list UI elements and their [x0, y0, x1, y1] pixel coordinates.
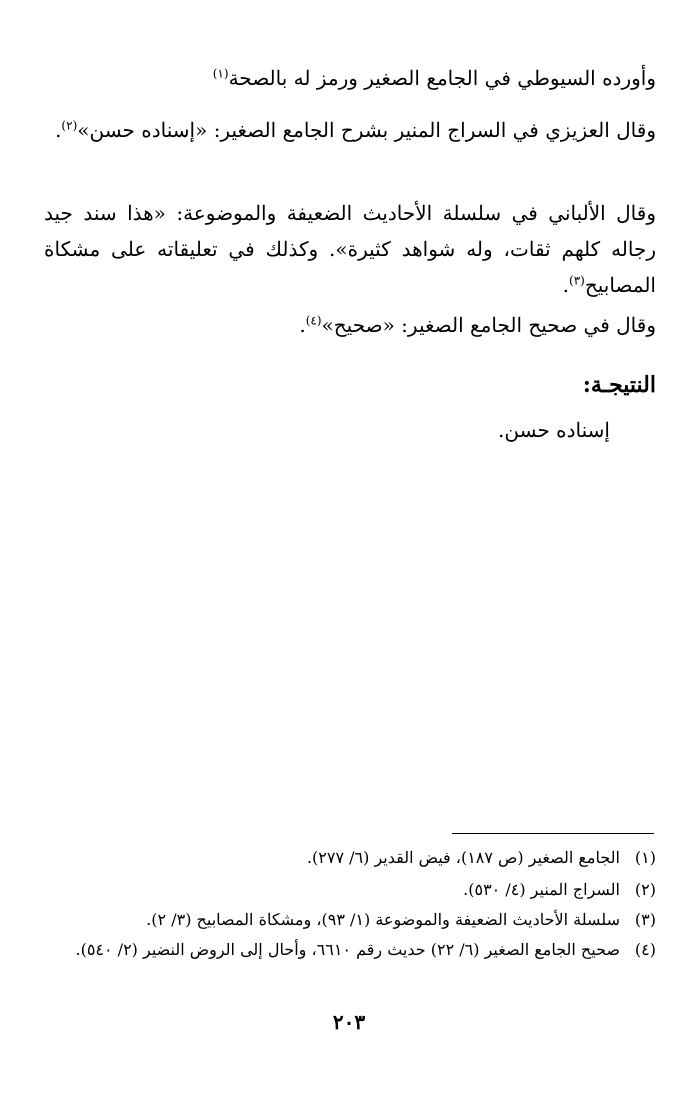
paragraph-text: وقال الألباني في سلسلة الأحاديث الضعيفة والموضوعة: «هذا سند جيد رجاله كلهم ثقات، وله شواهد كثيرة». وكذلك في تعليقاته على مشكاة المصابيح	[44, 201, 656, 297]
footnote-number: (٢)	[634, 880, 656, 899]
result-heading: النتيجـة:	[582, 372, 656, 398]
result-text: إسناده حسن.	[498, 418, 610, 442]
footnote-ref: (٤)	[305, 313, 322, 328]
footnote-4	[44, 934, 656, 966]
footnote-text: السراج المنير (٤/ ٥٣٠).	[463, 880, 620, 899]
paragraph-end: .	[562, 273, 569, 297]
footnote-number: (٣)	[634, 910, 656, 929]
footnote-number: (١)	[634, 848, 656, 867]
page-number: ٢٠٣	[332, 1010, 366, 1034]
footnote-number: (٤)	[634, 940, 656, 959]
footnote-3	[44, 904, 656, 936]
paragraph-azizi	[44, 112, 656, 148]
footnote-1	[44, 842, 656, 874]
footnote-ref: (٢)	[61, 118, 78, 133]
paragraph-albani	[44, 195, 656, 303]
paragraph-end: .	[55, 118, 62, 142]
paragraph-suyuti	[44, 60, 656, 96]
footnote-divider	[452, 833, 654, 834]
paragraph-end: .	[299, 313, 306, 337]
footnote-text: الجامع الصغير (ص ١٨٧)، فيض القدير (٦/ ٢٧٧).	[306, 848, 620, 867]
footnote-ref: (٣)	[569, 273, 585, 288]
paragraph-text: وقال في صحيح الجامع الصغير: «صحيح»	[321, 313, 656, 337]
footnote-text: صحيح الجامع الصغير (٦/ ٢٢) حديث رقم ٦٦١٠، وأحال إلى الروض النضير (٢/ ٥٤٠).	[75, 940, 620, 959]
footnote-ref: (١)	[212, 66, 229, 81]
footnote-text: سلسلة الأحاديث الضعيفة والموضوعة (١/ ٩٣)، ومشكاة المصابيح (٣/ ٢).	[146, 910, 620, 929]
footnote-2	[44, 874, 656, 906]
paragraph-sahih-jami	[44, 307, 656, 343]
paragraph-text: وقال العزيزي في السراج المنير بشرح الجامع الصغير: «إسناده حسن»	[77, 118, 656, 142]
paragraph-text: وأورده السيوطي في الجامع الصغير ورمز له بالصحة	[228, 66, 656, 90]
